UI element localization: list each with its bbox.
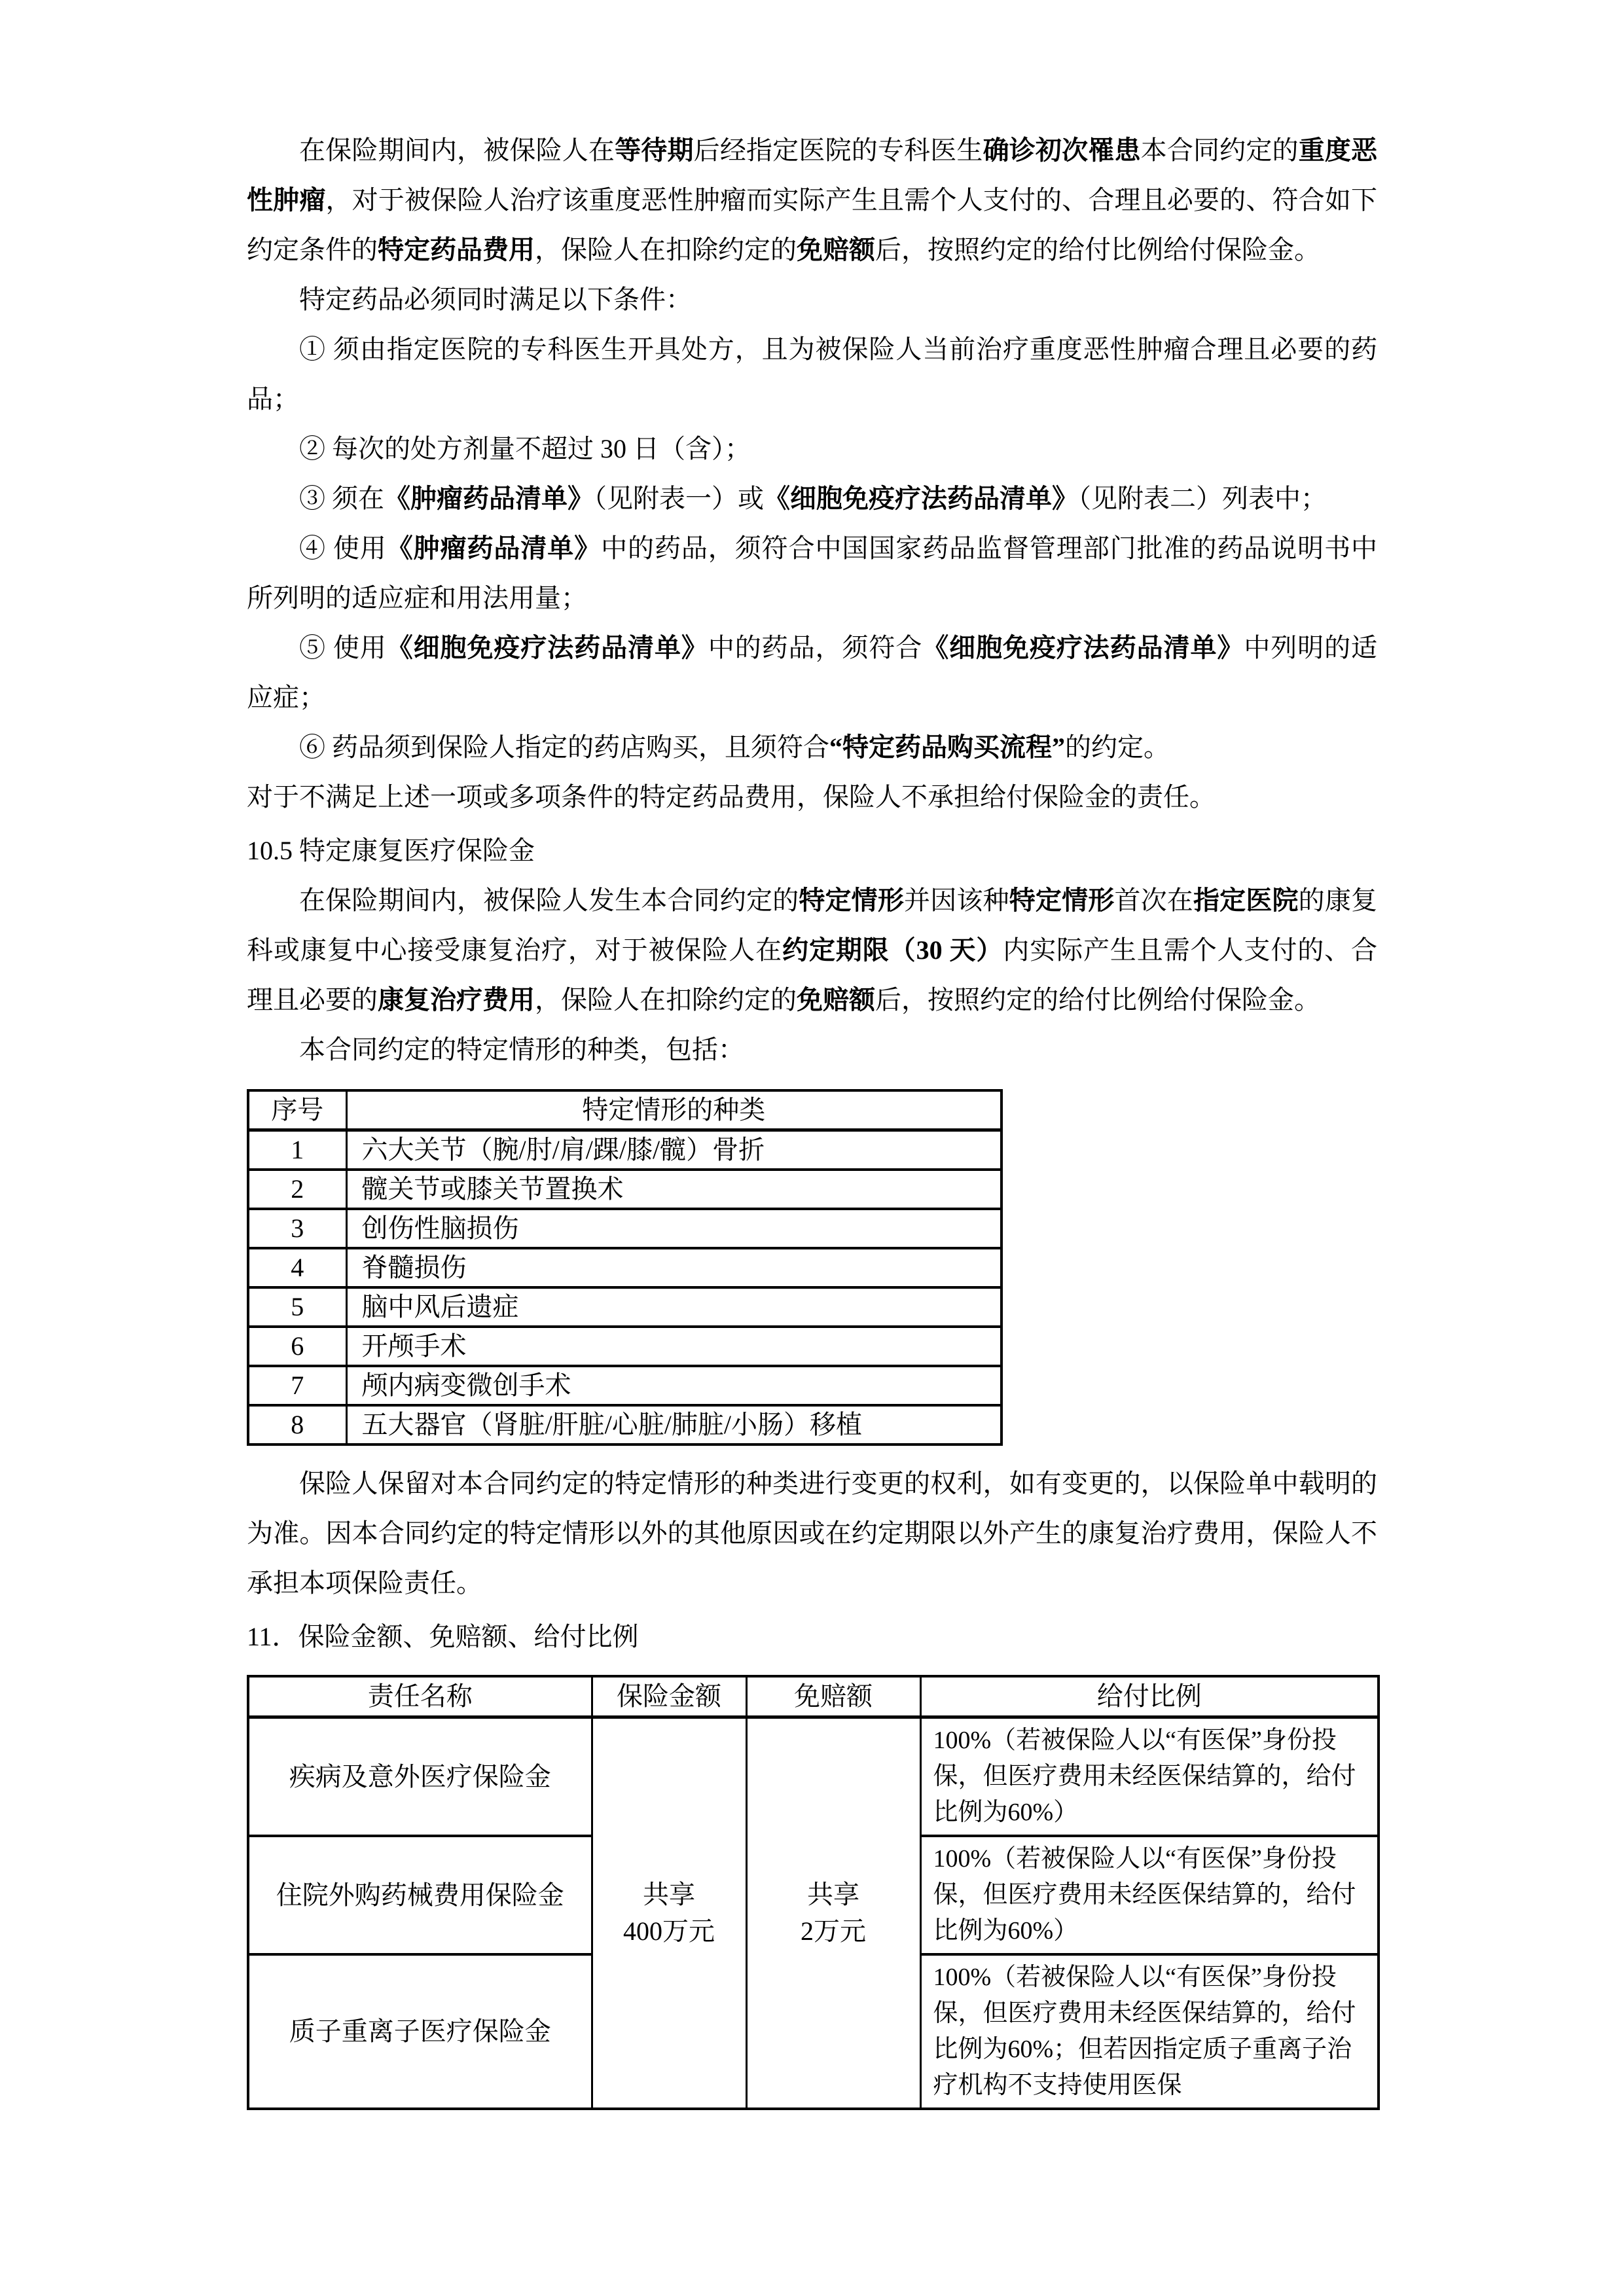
column-header-sum-insured: 保险金额 [592, 1676, 746, 1717]
paragraph-situations-intro: 本合同约定的特定情形的种类，包括： [299, 1035, 744, 1064]
cell-index: 5 [248, 1287, 346, 1327]
paragraph-drug-conditions-intro: 特定药品必须同时满足以下条件： [299, 285, 692, 314]
column-header-index: 序号 [248, 1090, 346, 1130]
document-content [247, 126, 1377, 2110]
table-header-row [248, 1676, 1379, 1717]
table-row [248, 1327, 1001, 1366]
table-row [248, 1366, 1001, 1405]
table-header-row [248, 1090, 1001, 1130]
list-item-condition-2: ② 每次的处方剂量不超过 30 日（含）； [299, 434, 751, 463]
section-heading-10-5: 10.5 特定康复医疗保险金 [247, 836, 535, 865]
cell-situation: 脑中风后遗症 [346, 1287, 1001, 1327]
cell-liability-name: 住院外购药械费用保险金 [248, 1836, 592, 1954]
paragraph-drug-disclaimer: 对于不满足上述一项或多项条件的特定药品费用，保险人不承担给付保险金的责任。 [247, 782, 1216, 812]
cell-shared-sum-insured [592, 1717, 746, 2109]
paragraph-change-reservation: 保险人保留对本合同约定的特定情形的种类进行变更的权利，如有变更的，以保险单中载明的为准。因本合同约定的特定情形以外的其他原因或在约定期限以外产生的康复治疗费用，保险人不承担本项保险责任。 [247, 1469, 1377, 1598]
shared-deductible-line1: 共享 [807, 1880, 859, 1909]
table-row [248, 1717, 1379, 1837]
cell-liability-name: 疾病及意外医疗保险金 [248, 1717, 592, 1837]
cell-payout-ratio: 100%（若被保险人以“有医保”身份投保，但医疗费用未经医保结算的，给付比例为60%） [920, 1717, 1379, 1837]
paragraph-rehab-benefit: 在保险期间内，被保险人发生本合同约定的特定情形并因该种特定情形首次在指定医院的康复科或康复中心接受康复治疗，对于被保险人在约定期限（30 天）内实际产生且需个人支付的、合理且必要的康复治疗费用，保险人在扣除约定的免赔额后，按照约定的给付比例给付保险金。 [247, 886, 1378, 1014]
cell-situation: 六大关节（腕/肘/肩/踝/膝/髋）骨折 [346, 1130, 1001, 1170]
table-row [248, 1248, 1001, 1287]
cell-liability-name: 质子重离子医疗保险金 [248, 1954, 592, 2109]
cell-situation: 创伤性脑损伤 [346, 1209, 1001, 1248]
special-situations-table [247, 1089, 1003, 1446]
benefits-table [247, 1675, 1380, 2110]
shared-sum-line2: 400万元 [623, 1916, 715, 1946]
list-item-condition-1: ① 须由指定医院的专科医生开具处方，且为被保险人当前治疗重度恶性肿瘤合理且必要的药品； [247, 334, 1377, 414]
list-item-condition-4: ④ 使用《肿瘤药品清单》中的药品，须符合中国国家药品监督管理部门批准的药品说明书中所列明的适应症和用法用量； [247, 533, 1378, 613]
cell-payout-ratio: 100%（若被保险人以“有医保”身份投保，但医疗费用未经医保结算的，给付比例为60%；但若因指定质子重离子治疗机构不支持使用医保 [920, 1954, 1379, 2109]
cell-index: 2 [248, 1170, 346, 1209]
table-row [248, 1170, 1001, 1209]
table-row [248, 1209, 1001, 1248]
cell-index: 8 [248, 1405, 346, 1444]
cell-index: 7 [248, 1366, 346, 1405]
column-header-deductible: 免赔额 [746, 1676, 920, 1717]
table-row [248, 1287, 1001, 1327]
shared-sum-line1: 共享 [643, 1880, 695, 1909]
section-heading-11: 11．保险金额、免赔额、给付比例 [247, 1622, 639, 1651]
column-header-situation-type: 特定情形的种类 [346, 1090, 1001, 1130]
cell-situation: 颅内病变微创手术 [346, 1366, 1001, 1405]
cell-situation: 开颅手术 [346, 1327, 1001, 1366]
cell-index: 3 [248, 1209, 346, 1248]
column-header-liability-name: 责任名称 [248, 1676, 592, 1717]
cell-payout-ratio: 100%（若被保险人以“有医保”身份投保，但医疗费用未经医保结算的，给付比例为60%） [920, 1836, 1379, 1954]
shared-deductible-line2: 2万元 [801, 1916, 866, 1946]
list-item-condition-5: ⑤ 使用《细胞免疫疗法药品清单》中的药品，须符合《细胞免疫疗法药品清单》中列明的适应症； [247, 633, 1378, 712]
paragraph-special-drug-benefit: 在保险期间内，被保险人在等待期后经指定医院的专科医生确诊初次罹患本合同约定的重度恶性肿瘤，对于被保险人治疗该重度恶性肿瘤而实际产生且需个人支付的、合理且必要的、符合如下约定条件的特定药品费用，保险人在扣除约定的免赔额后，按照约定的给付比例给付保险金。 [247, 135, 1378, 264]
table-row [248, 1130, 1001, 1170]
cell-situation: 髋关节或膝关节置换术 [346, 1170, 1001, 1209]
cell-situation: 脊髓损伤 [346, 1248, 1001, 1287]
list-item-condition-6: ⑥ 药品须到保险人指定的药店购买，且须符合“特定药品购买流程”的约定。 [299, 732, 1170, 762]
cell-index: 6 [248, 1327, 346, 1366]
cell-index: 4 [248, 1248, 346, 1287]
column-header-payout-ratio: 给付比例 [920, 1676, 1379, 1717]
cell-shared-deductible [746, 1717, 920, 2109]
cell-index: 1 [248, 1130, 346, 1170]
list-item-condition-3: ③ 须在《肿瘤药品清单》（见附表一）或《细胞免疫疗法药品清单》（见附表二）列表中； [299, 484, 1327, 513]
table-row [248, 1405, 1001, 1444]
cell-situation: 五大器官（肾脏/肝脏/心脏/肺脏/小肠）移植 [346, 1405, 1001, 1444]
